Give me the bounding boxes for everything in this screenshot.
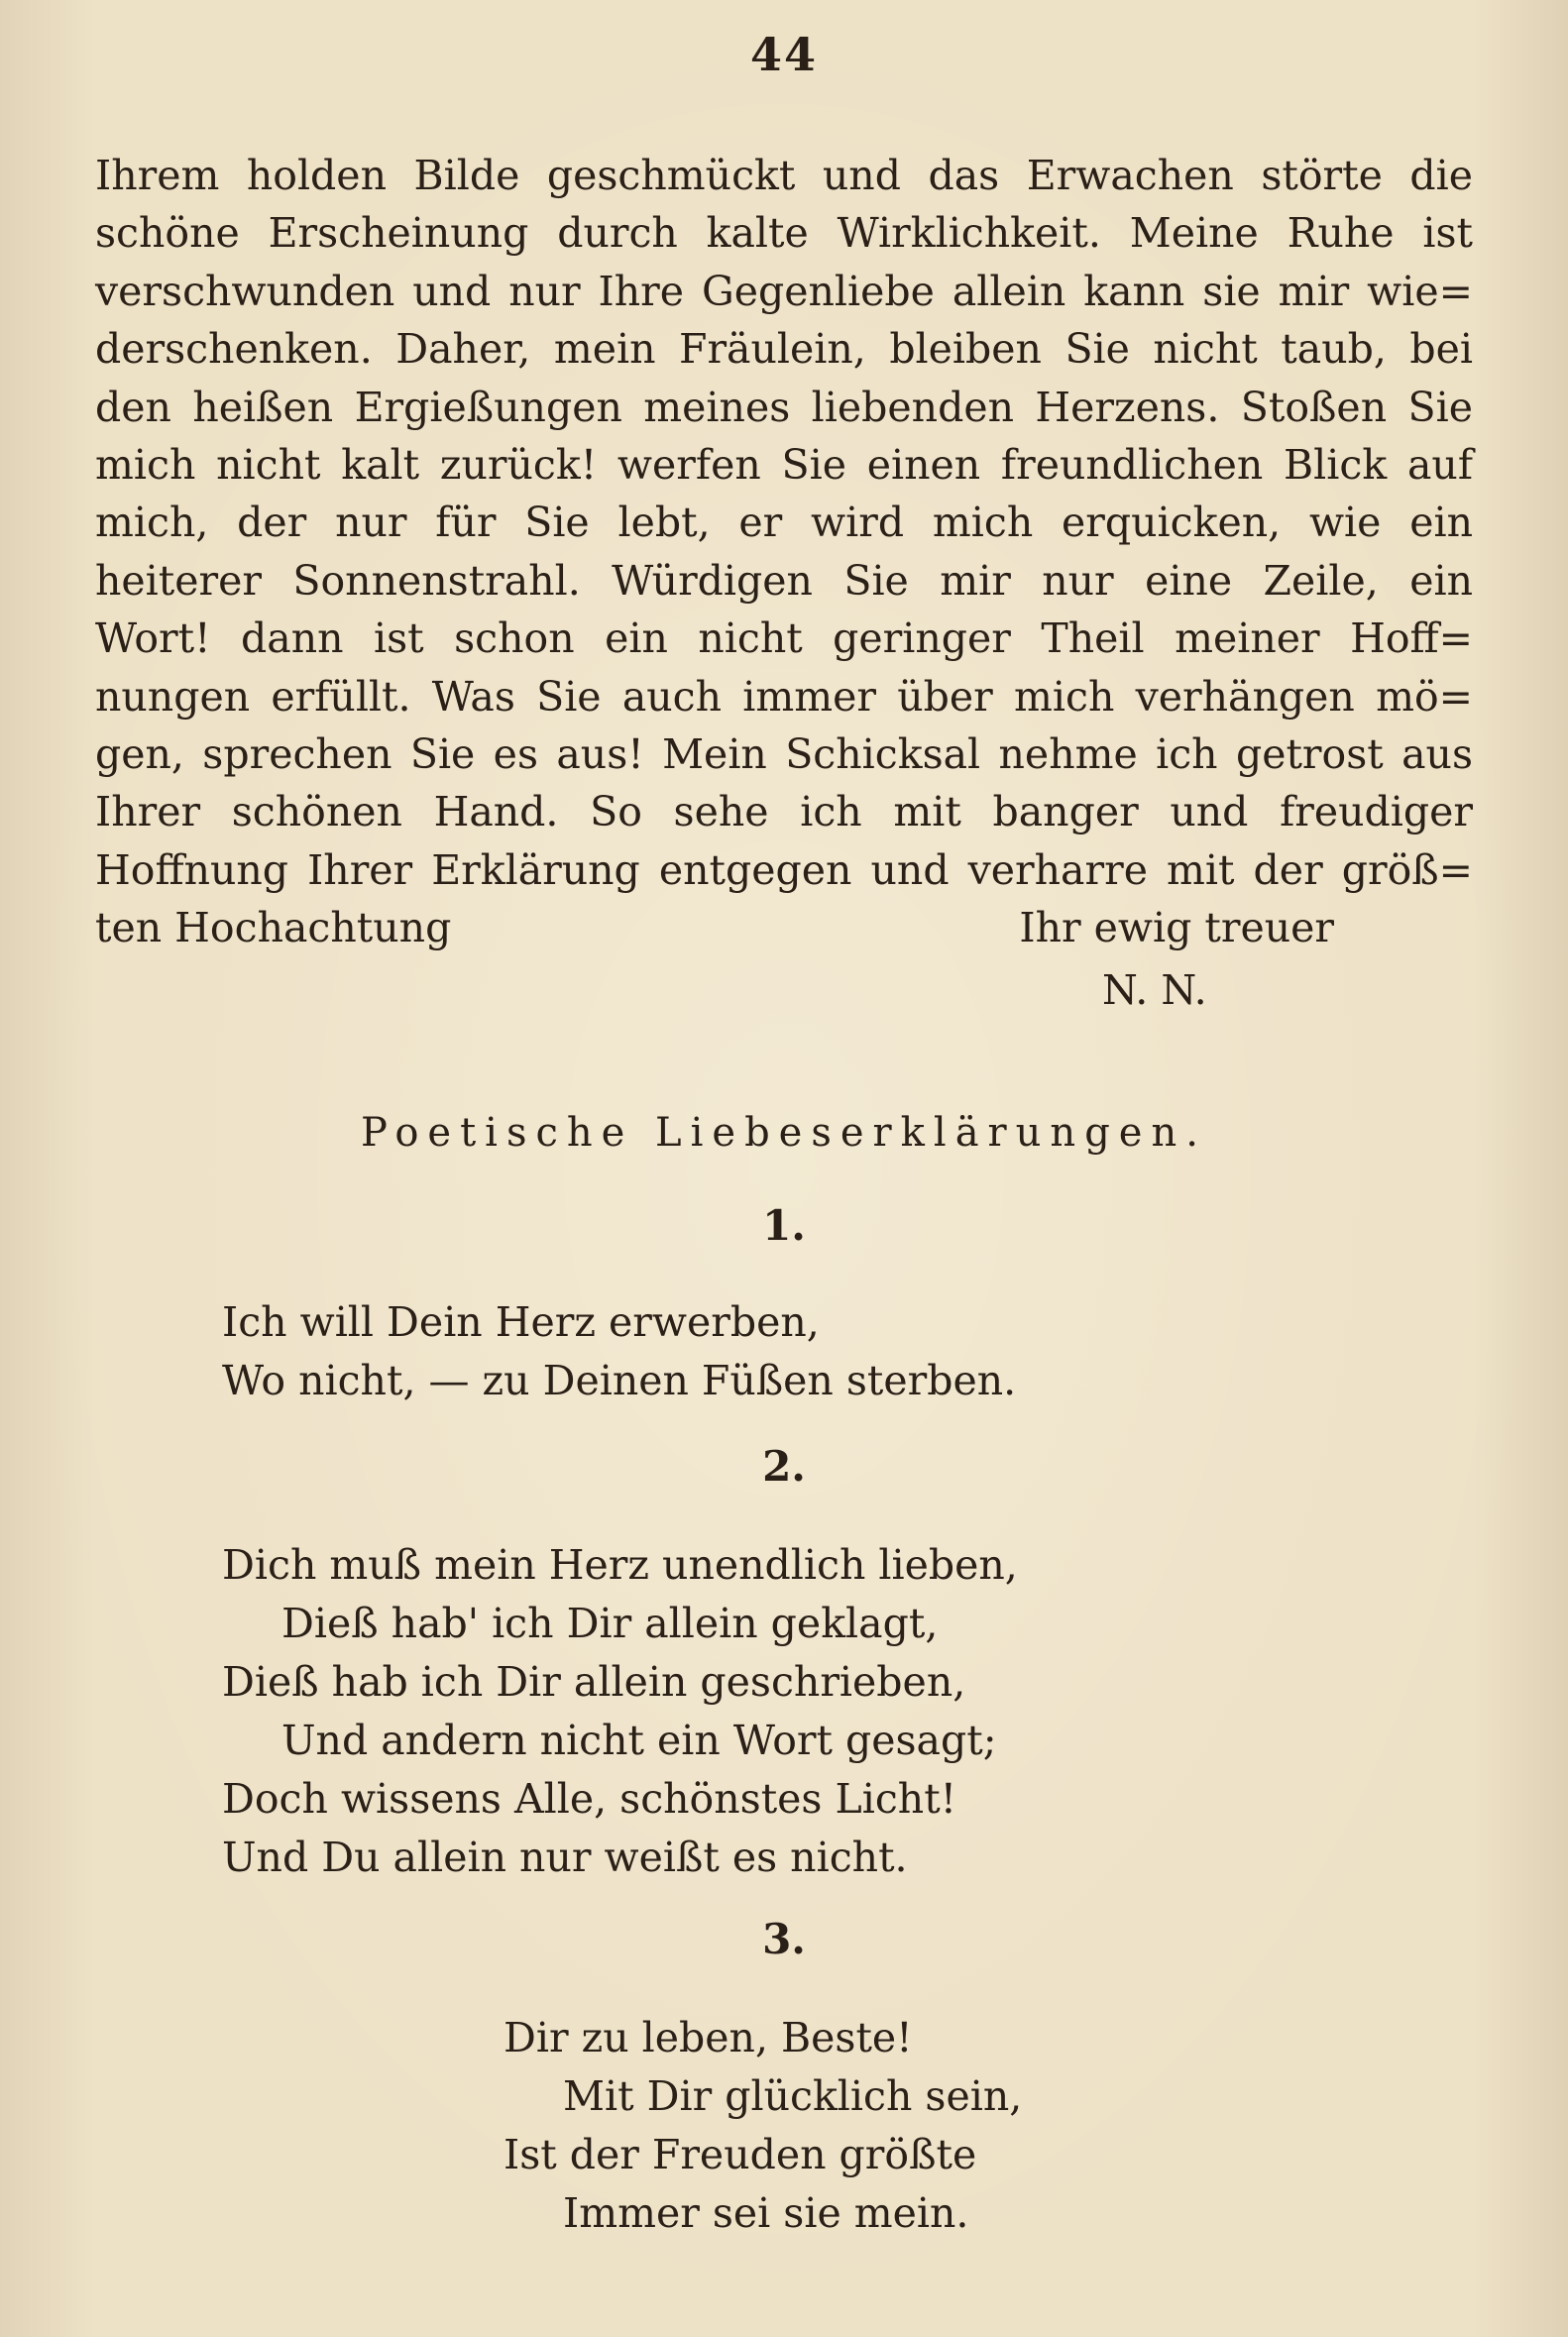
letter-line: nungen erfüllt. Was Sie auch immer über mich verhängen mö= — [95, 672, 1473, 721]
letter-line: schöne Erscheinung durch kalte Wirklichkeit. Meine Ruhe ist — [95, 209, 1473, 258]
poem-line: Ist der Freuden größte — [504, 2131, 977, 2178]
letter-signature: N. N. — [1102, 966, 1207, 1014]
poem-2 — [222, 1536, 1018, 1887]
letter-line: Wort! dann ist schon ein nicht geringer Theil meiner Hoff= — [95, 614, 1473, 663]
poem-line: Dir zu leben, Beste! — [504, 2014, 913, 2061]
poem-line: Dieß hab ich Dir allein geschrieben, — [222, 1658, 966, 1706]
letter-line: heiterer Sonnenstrahl. Würdigen Sie mir nur eine Zeile, ein — [95, 556, 1473, 605]
poem-3 — [504, 2009, 1022, 2243]
poem-number-1: 1. — [762, 1201, 806, 1250]
section-heading: Poetische Liebeserklärungen. — [361, 1110, 1207, 1156]
letter-text — [95, 147, 1473, 956]
poem-1 — [222, 1293, 1016, 1410]
letter-line: mich, der nur für Sie lebt, er wird mich erquicken, wie ein — [95, 499, 1473, 547]
letter-line: Ihrer schönen Hand. So sehe ich mit banger und freudiger — [95, 788, 1473, 836]
poem-number-2: 2. — [762, 1442, 806, 1491]
letter-closing-line — [95, 899, 1473, 956]
poem-line: Und Du allein nur weißt es nicht. — [222, 1834, 908, 1881]
letter-line: Hoffnung Ihrer Erklärung entgegen und verharre mit der größ= — [95, 845, 1473, 894]
letter-line: derschenken. Daher, mein Fräulein, bleiben Sie nicht taub, bei — [95, 325, 1473, 374]
letter-line: den heißen Ergießungen meines liebenden Herzens. Stoßen Sie — [95, 383, 1473, 431]
letter-line: gen, sprechen Sie es aus! Mein Schicksal nehme ich getrost aus — [95, 729, 1473, 778]
poem-line: Dieß hab' ich Dir allein geklagt, — [281, 1600, 939, 1647]
page-number: 44 — [749, 28, 818, 81]
letter-closing-right: Ihr ewig treuer — [1019, 904, 1334, 952]
poem-line: Und andern nicht ein Wort gesagt; — [281, 1717, 997, 1764]
poem-line: Immer sei sie mein. — [563, 2189, 969, 2237]
poem-line: Doch wissens Alle, schönstes Licht! — [222, 1775, 957, 1823]
poem-number-3: 3. — [762, 1915, 806, 1963]
letter-line: mich nicht kalt zurück! werfen Sie einen freundlichen Blick auf — [95, 440, 1473, 489]
poem-line: Dich muß mein Herz unendlich lieben, — [222, 1541, 1018, 1589]
poem-line: Mit Dir glücklich sein, — [563, 2072, 1023, 2120]
poem-line: Ich will Dein Herz erwerben, — [222, 1298, 820, 1346]
letter-closing-left: ten Hochachtung — [95, 904, 452, 952]
letter-line: verschwunden und nur Ihre Gegenliebe allein kann sie mir wie= — [95, 267, 1473, 315]
letter-line: Ihrem holden Bilde geschmückt und das Erwachen störte die — [95, 152, 1473, 199]
poem-line: Wo nicht, — zu Deinen Füßen sterben. — [222, 1357, 1017, 1404]
